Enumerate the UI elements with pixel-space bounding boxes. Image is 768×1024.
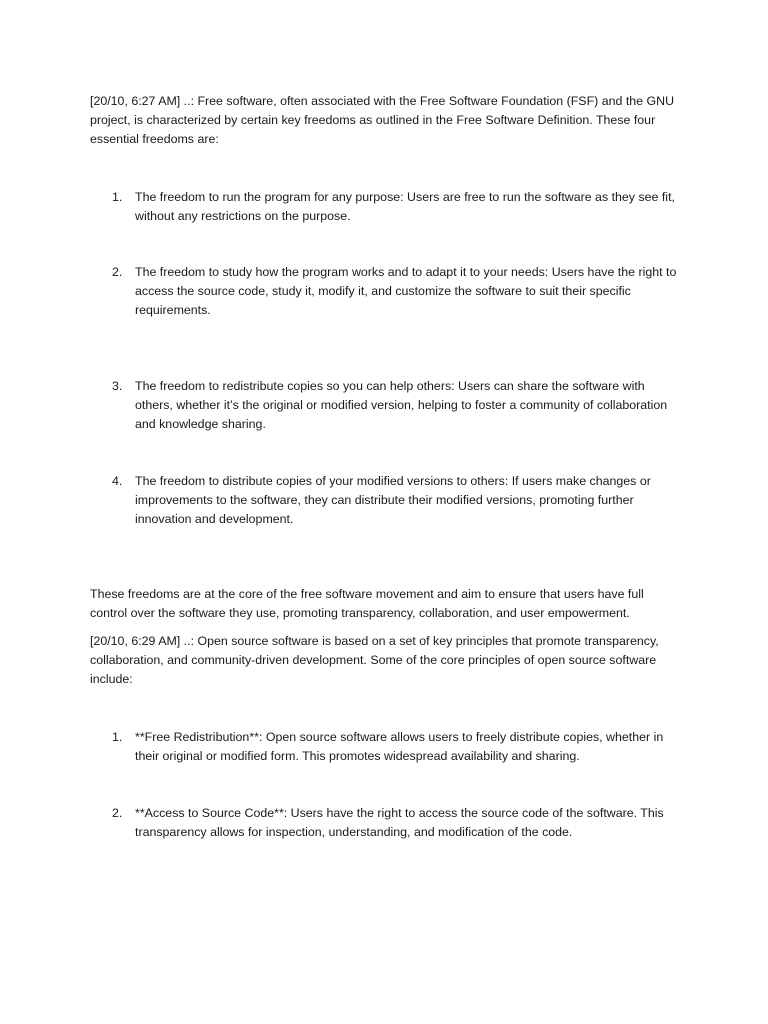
list-item-text: The freedom to run the program for any purpose: Users are free to run the software as they see fit, without any restrictions on the purpose.: [135, 190, 675, 223]
list-number: 2.: [112, 806, 123, 820]
list-number: 1.: [112, 190, 123, 204]
open-source-intro-paragraph: [20/10, 6:29 AM] ..: Open source software is based on a set of key principles that promote transparency, collaboration, and community-driven development. Some of the core principles of open source software include:: [90, 634, 659, 686]
list-item-text: **Access to Source Code**: Users have the right to access the source code of the software. This transparency allows for inspection, understanding, and modification of the code.: [135, 806, 664, 839]
list-number: 4.: [112, 474, 123, 488]
list-item-text: **Free Redistribution**: Open source software allows users to freely distribute copies, whether in their original or modified form. This promotes widespread availability and sharing.: [135, 730, 664, 763]
list-number: 3.: [112, 379, 123, 393]
list-item-text: The freedom to study how the program works and to adapt it to your needs: Users have the right to access the source code, study it, modify it, and customize the software to suit their specific requirements.: [135, 265, 677, 317]
list-number: 2.: [112, 265, 123, 279]
intro-paragraph: [20/10, 6:27 AM] ..: Free software, often associated with the Free Software Foundation (FSF) and the GNU project, is characterized by certain key freedoms as outlined in the Free Software Definition. These four essential freedoms are:: [90, 94, 675, 146]
list-item-text: The freedom to redistribute copies so you can help others: Users can share the software with others, whether it’s the original or modified version, helping to foster a community of collaboration and knowledge sharing.: [135, 379, 668, 431]
list-number: 1.: [112, 730, 123, 744]
list-item-text: The freedom to distribute copies of your modified versions to others: If users make changes or improvements to the software, they can distribute their modified versions, promoting further innovation and development.: [135, 474, 651, 526]
freedoms-summary-paragraph: These freedoms are at the core of the free software movement and aim to ensure that users have full control over the software they use, promoting transparency, collaboration, and user empowerment.: [90, 587, 644, 620]
